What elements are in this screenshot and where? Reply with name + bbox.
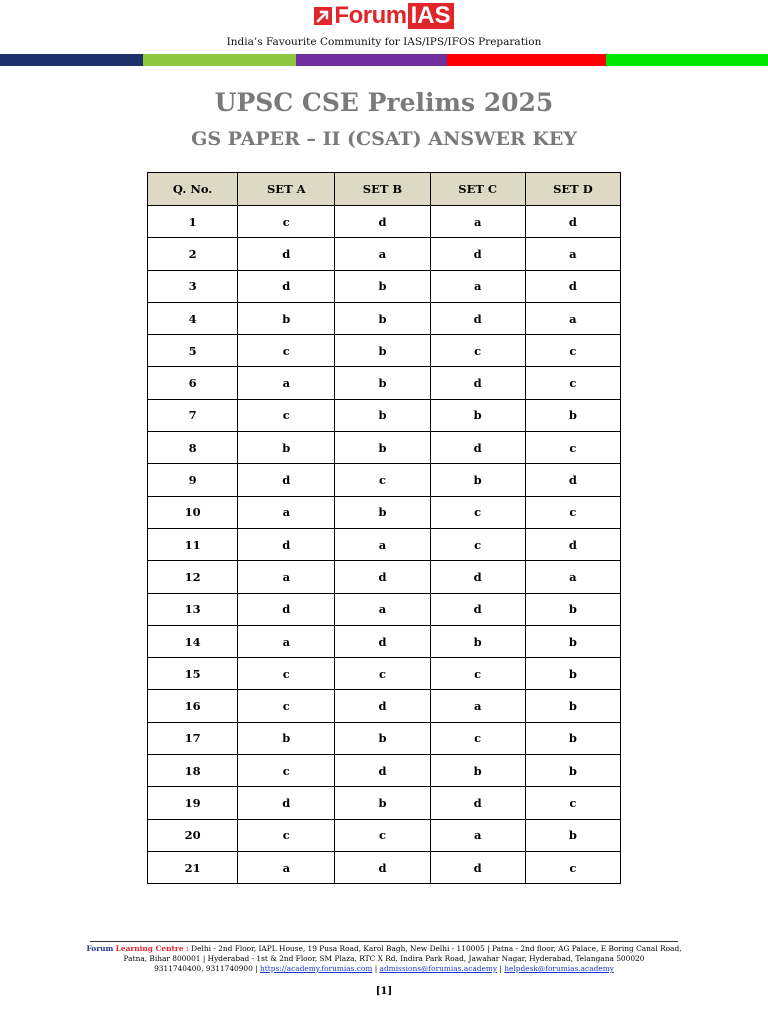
set-d-cell: d	[525, 528, 620, 560]
q-number-cell: 1	[148, 206, 238, 238]
table-row	[148, 819, 621, 851]
document-title: UPSC CSE Prelims 2025	[214, 88, 554, 117]
set-b-cell: d	[335, 755, 430, 787]
set-c-cell: c	[430, 658, 525, 690]
set-b-cell: a	[335, 238, 430, 270]
color-segment	[606, 54, 768, 66]
table-row	[148, 851, 621, 883]
q-number-cell: 17	[148, 722, 238, 754]
table-row	[148, 496, 621, 528]
set-a-cell: c	[238, 658, 335, 690]
table-row	[148, 464, 621, 496]
set-c-cell: b	[430, 755, 525, 787]
set-b-cell: b	[335, 432, 430, 464]
table-row	[148, 335, 621, 367]
set-a-cell: c	[238, 690, 335, 722]
table-row	[148, 722, 621, 754]
q-number-cell: 16	[148, 690, 238, 722]
set-c-cell: d	[430, 302, 525, 334]
set-c-cell: a	[430, 270, 525, 302]
set-a-cell: b	[238, 722, 335, 754]
table-row	[148, 528, 621, 560]
q-number-cell: 14	[148, 625, 238, 657]
table-row	[148, 432, 621, 464]
table-row	[148, 561, 621, 593]
set-a-cell: b	[238, 432, 335, 464]
set-d-cell: a	[525, 561, 620, 593]
table-row	[148, 238, 621, 270]
set-a-cell: d	[238, 238, 335, 270]
page-number: [1]	[375, 986, 393, 997]
color-segment	[447, 54, 606, 66]
set-b-cell: d	[335, 625, 430, 657]
set-b-cell: b	[335, 270, 430, 302]
set-a-cell: b	[238, 302, 335, 334]
set-c-cell: c	[430, 496, 525, 528]
set-d-cell: c	[525, 851, 620, 883]
set-d-cell: c	[525, 787, 620, 819]
admissions-email-link[interactable]: admissions@forumias.academy	[379, 964, 498, 973]
table-row	[148, 625, 621, 657]
set-a-cell: d	[238, 528, 335, 560]
q-number-cell: 11	[148, 528, 238, 560]
set-d-cell: c	[525, 335, 620, 367]
q-number-cell: 20	[148, 819, 238, 851]
set-b-cell: b	[335, 787, 430, 819]
color-segment	[143, 54, 296, 66]
q-number-cell: 13	[148, 593, 238, 625]
header-qno: Q. No.	[148, 173, 238, 206]
header-set-b: SET B	[335, 173, 430, 206]
table-row	[148, 658, 621, 690]
footer-address-line-1	[86, 944, 682, 954]
set-b-cell: c	[335, 658, 430, 690]
helpdesk-email-link[interactable]: helpdesk@forumias.academy	[504, 964, 614, 973]
logo-ias-text: IAS	[408, 3, 454, 29]
set-d-cell: b	[525, 625, 620, 657]
forumias-logo	[0, 2, 768, 30]
q-number-cell: 2	[148, 238, 238, 270]
set-d-cell: d	[525, 464, 620, 496]
set-c-cell: a	[430, 819, 525, 851]
set-b-cell: b	[335, 722, 430, 754]
q-number-cell: 10	[148, 496, 238, 528]
set-a-cell: c	[238, 335, 335, 367]
set-a-cell: a	[238, 851, 335, 883]
q-number-cell: 21	[148, 851, 238, 883]
set-a-cell: a	[238, 367, 335, 399]
set-c-cell: d	[430, 367, 525, 399]
set-b-cell: c	[335, 464, 430, 496]
set-b-cell: a	[335, 528, 430, 560]
color-segment	[296, 54, 447, 66]
table-row	[148, 399, 621, 431]
footer-contact-line	[86, 964, 682, 974]
footer-divider	[90, 941, 678, 942]
set-a-cell: a	[238, 561, 335, 593]
set-b-cell: b	[335, 367, 430, 399]
header-set-a: SET A	[238, 173, 335, 206]
table-header-row	[148, 173, 621, 206]
set-b-cell: d	[335, 851, 430, 883]
answer-table-body	[148, 206, 621, 884]
set-d-cell: d	[525, 270, 620, 302]
set-c-cell: c	[430, 528, 525, 560]
set-b-cell: b	[335, 335, 430, 367]
academy-link[interactable]: https://academy.forumias.com	[260, 964, 373, 973]
set-d-cell: c	[525, 432, 620, 464]
set-b-cell: b	[335, 496, 430, 528]
footer-learning-label: Learning Centre :	[115, 944, 189, 953]
footer-forum-label: Forum	[86, 944, 114, 953]
set-c-cell: d	[430, 593, 525, 625]
set-d-cell: c	[525, 496, 620, 528]
set-c-cell: a	[430, 690, 525, 722]
table-row	[148, 206, 621, 238]
set-a-cell: c	[238, 755, 335, 787]
footer-address-line-2: Patna, Bihar 800001 | Hyderabad - 1st & 2nd Floor, SM Plaza, RTC X Rd, Indira Park Road, Jawahar Nagar, Hyderabad, Telangana 500020	[123, 954, 645, 963]
set-d-cell: a	[525, 238, 620, 270]
q-number-cell: 12	[148, 561, 238, 593]
header-color-bar	[0, 54, 768, 66]
set-d-cell: b	[525, 658, 620, 690]
set-b-cell: b	[335, 302, 430, 334]
footer-separator: |	[497, 964, 505, 973]
set-d-cell: b	[525, 722, 620, 754]
table-row	[148, 593, 621, 625]
q-number-cell: 3	[148, 270, 238, 302]
set-a-cell: d	[238, 270, 335, 302]
table-row	[148, 755, 621, 787]
document-subtitle: GS PAPER – II (CSAT) ANSWER KEY	[191, 128, 577, 150]
set-b-cell: a	[335, 593, 430, 625]
answer-key-table	[147, 172, 621, 884]
set-c-cell: d	[430, 238, 525, 270]
set-d-cell: a	[525, 302, 620, 334]
q-number-cell: 4	[148, 302, 238, 334]
q-number-cell: 8	[148, 432, 238, 464]
set-d-cell: b	[525, 399, 620, 431]
set-a-cell: c	[238, 206, 335, 238]
set-c-cell: d	[430, 787, 525, 819]
set-c-cell: b	[430, 399, 525, 431]
set-c-cell: d	[430, 432, 525, 464]
set-c-cell: a	[430, 206, 525, 238]
set-b-cell: d	[335, 206, 430, 238]
set-b-cell: d	[335, 690, 430, 722]
set-c-cell: b	[430, 625, 525, 657]
table-row	[148, 270, 621, 302]
set-a-cell: d	[238, 787, 335, 819]
set-a-cell: c	[238, 819, 335, 851]
footer	[86, 944, 682, 974]
set-b-cell: b	[335, 399, 430, 431]
header-set-c: SET C	[430, 173, 525, 206]
set-d-cell: d	[525, 206, 620, 238]
footer-separator: |	[252, 964, 261, 973]
footer-phones: 9311740400, 9311740900	[154, 964, 253, 973]
color-segment	[0, 54, 143, 66]
q-number-cell: 7	[148, 399, 238, 431]
q-number-cell: 6	[148, 367, 238, 399]
set-a-cell: a	[238, 625, 335, 657]
arrow-up-right-icon	[314, 7, 332, 25]
set-d-cell: b	[525, 690, 620, 722]
set-a-cell: d	[238, 464, 335, 496]
set-d-cell: b	[525, 819, 620, 851]
set-d-cell: c	[525, 367, 620, 399]
table-row	[148, 367, 621, 399]
set-d-cell: b	[525, 593, 620, 625]
q-number-cell: 9	[148, 464, 238, 496]
table-row	[148, 302, 621, 334]
footer-address-1: Delhi - 2nd Floor, IAPL House, 19 Pusa Road, Karol Bagh, New Delhi - 110005 | Patna - 2nd floor, AG Palace, E Boring Canal Road,	[188, 944, 682, 953]
q-number-cell: 19	[148, 787, 238, 819]
header-set-d: SET D	[525, 173, 620, 206]
set-a-cell: a	[238, 496, 335, 528]
set-c-cell: d	[430, 851, 525, 883]
tagline: India’s Favourite Community for IAS/IPS/IFOS Preparation	[226, 36, 542, 48]
table-row	[148, 690, 621, 722]
set-a-cell: d	[238, 593, 335, 625]
set-c-cell: c	[430, 335, 525, 367]
table-row	[148, 787, 621, 819]
q-number-cell: 15	[148, 658, 238, 690]
set-b-cell: c	[335, 819, 430, 851]
footer-separator: |	[372, 964, 380, 973]
set-b-cell: d	[335, 561, 430, 593]
q-number-cell: 5	[148, 335, 238, 367]
set-c-cell: b	[430, 464, 525, 496]
set-c-cell: c	[430, 722, 525, 754]
logo-forum-text: Forum	[334, 2, 407, 29]
set-d-cell: b	[525, 755, 620, 787]
q-number-cell: 18	[148, 755, 238, 787]
set-a-cell: c	[238, 399, 335, 431]
set-c-cell: d	[430, 561, 525, 593]
